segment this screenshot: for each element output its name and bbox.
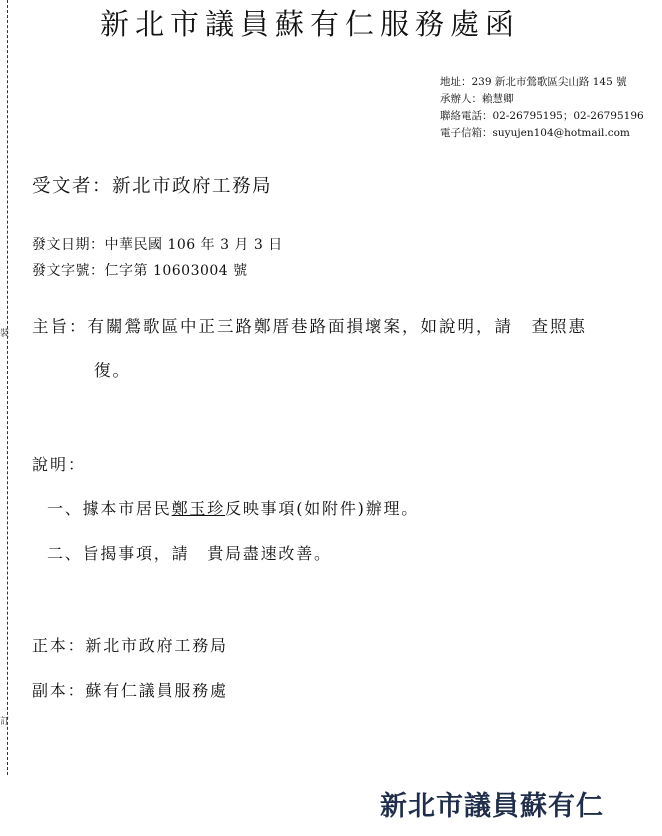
recipient-line: 受文者：新北市政府工務局: [32, 176, 273, 197]
description-item-2: 二、旨揭事項，請 貴局盡速改善。: [47, 544, 332, 563]
phone-text: 聯絡電話：02-26795195；02-26795196: [440, 110, 644, 122]
issue-date-line: 發文日期：中華民國 106 年 3 月 3 日: [32, 237, 283, 253]
address-text: 地址：239 新北市鶯歌區尖山路 145 號: [440, 76, 627, 88]
email-text: 電子信箱：suyujen104@hotmail.com: [440, 127, 630, 139]
binding-line: [7, 0, 8, 775]
binding-mark-bottom: 訂: [0, 717, 10, 727]
description-label: 說明：: [32, 455, 87, 474]
doc-number-line: 發文字號：仁字第 10603004 號: [32, 263, 248, 279]
subject-line: 主旨：有關鶯歌區中正三路鄭厝巷路面損壞案，如說明，請 查照惠: [32, 317, 587, 336]
handler-text: 承辦人：賴慧卿: [440, 93, 514, 105]
subject-line-continued: 復。: [94, 361, 131, 380]
item1-suffix: 反映事項(如附件)辦理。: [225, 499, 420, 518]
signature-stamp: 新北市議員蘇有仁: [380, 791, 604, 822]
document-title: 新北市議員蘇有仁服務處函: [100, 7, 521, 41]
main-recipient-line: 正本：新北市政府工務局: [32, 636, 228, 655]
description-item-1: [47, 496, 419, 519]
copy-recipient-line: 副本：蘇有仁議員服務處: [32, 681, 228, 700]
binding-mark-top: 裝: [0, 329, 10, 339]
resident-name: 鄭玉珍: [171, 499, 226, 518]
contact-info: [440, 74, 644, 142]
item1-prefix: 一、據本市居民: [47, 499, 172, 518]
